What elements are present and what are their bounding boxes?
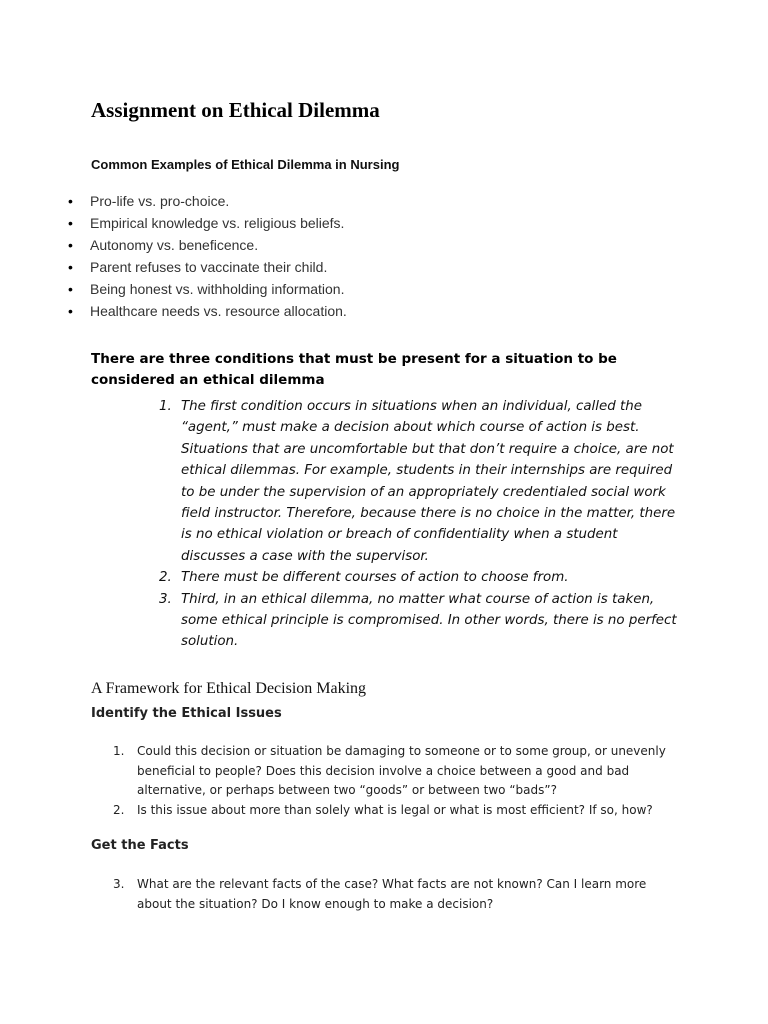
item-number: 1. — [159, 399, 172, 414]
conditions-heading: There are three conditions that must be present for a situation to be considered an ethical dilemma — [91, 351, 617, 388]
get-facts-list — [113, 875, 677, 914]
identify-issues-heading: Identify the Ethical Issues — [91, 706, 282, 721]
item-number: 3. — [159, 591, 172, 607]
conditions-list — [159, 396, 681, 653]
bullet-icon: • — [68, 215, 73, 231]
item-number: 2. — [159, 570, 172, 586]
list-item — [159, 567, 681, 588]
examples-heading: Common Examples of Ethical Dilemma in Nursing — [91, 157, 400, 172]
list-item — [159, 589, 681, 653]
bullet-icon: • — [68, 281, 73, 297]
bullet-icon: • — [68, 259, 73, 275]
bullet-icon: • — [68, 193, 73, 209]
item-text: Could this decision or situation be damaging to someone or to some group, or unevenly beneficial to people? Does this decision involve a choice between a good and bad alternative, or perhaps between two “goods” or between two “bads”? — [137, 744, 666, 797]
examples-list — [68, 190, 347, 322]
list-item — [159, 396, 681, 567]
list-item: • Pro-life vs. pro-choice. — [90, 190, 347, 212]
framework-heading: A Framework for Ethical Decision Making — [91, 680, 367, 697]
item-number: 2. — [113, 802, 125, 817]
document-title: Assignment on Ethical Dilemma — [91, 98, 380, 122]
item-text: There must be different courses of action to choose from. — [181, 570, 569, 586]
get-facts-heading: Get the Facts — [91, 838, 189, 853]
item-text: Third, in an ethical dilemma, no matter what course of action is taken, some ethical principle is compromised. In other words, there is no perfect solution. — [181, 591, 677, 650]
list-item: • Parent refuses to vaccinate their child. — [90, 256, 347, 278]
bullet-icon: • — [68, 237, 73, 253]
item-text: The first condition occurs in situations when an individual, called the “agent,” must make a decision about which course of action is best. Situations that are uncomfortable but that don’t require a choice, are not ethical dilemmas. For example, students in their internships are required to be under the supervision of an appropriately credentialed social work field instructor. Therefore, because there is no choice in the matter, there is no ethical violation or breach of confidentiality when a student discusses a case with the supervisor. — [181, 399, 676, 564]
item-text: What are the relevant facts of the case? What facts are not known? Can I learn more about the situation? Do I know enough to make a decision? — [137, 877, 647, 911]
item-number: 1. — [113, 744, 125, 758]
list-item: • Autonomy vs. beneficence. — [90, 234, 347, 256]
item-number: 3. — [113, 877, 125, 891]
list-item — [113, 742, 677, 801]
item-text: Is this issue about more than solely what is legal or what is most efficient? If so, how? — [137, 802, 653, 817]
bullet-icon: • — [68, 303, 73, 319]
list-item: • Healthcare needs vs. resource allocation. — [90, 300, 347, 322]
list-item — [113, 875, 677, 914]
list-item: • Empirical knowledge vs. religious beliefs. — [90, 212, 347, 234]
identify-issues-list — [113, 742, 677, 820]
list-item: • Being honest vs. withholding information. — [90, 278, 347, 300]
list-item — [113, 801, 677, 821]
